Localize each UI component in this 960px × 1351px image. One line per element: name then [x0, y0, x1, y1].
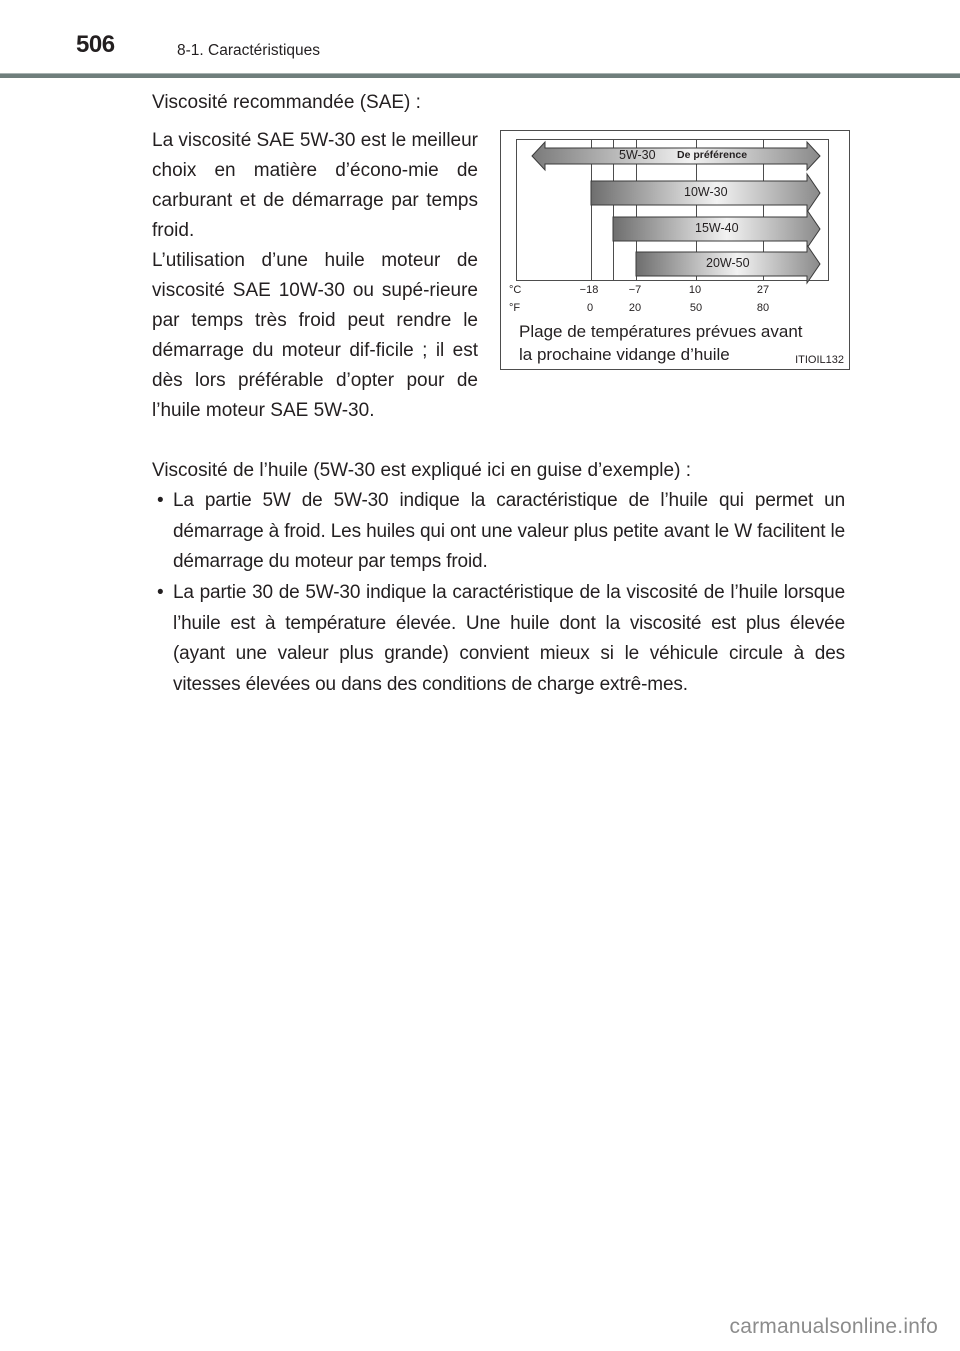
subsection-heading: Viscosité recommandée (SAE) : [152, 92, 421, 113]
tick-c-0: −18 [579, 284, 599, 296]
oil-viscosity-diagram [500, 130, 850, 370]
label-20w50: 20W-50 [706, 256, 750, 270]
label-10w30: 10W-30 [684, 185, 728, 199]
tick-c-3: 27 [756, 284, 770, 296]
page-number: 506 [76, 31, 115, 58]
tick-f-3: 80 [756, 302, 770, 314]
caption-line-2: la prochaine vidange d’huile [519, 345, 730, 364]
tick-f-2: 50 [689, 302, 703, 314]
tick-c-2: 10 [688, 284, 702, 296]
tick-f-1: 20 [628, 302, 642, 314]
figure-code: ITIOIL132 [795, 354, 844, 366]
watermark: carmanualsonline.info [729, 1315, 938, 1338]
label-5w30: 5W-30 [619, 148, 656, 162]
label-15w40: 15W-40 [695, 221, 739, 235]
label-preferred: De préférence [677, 149, 748, 161]
tick-c-1: −7 [628, 284, 642, 296]
fahrenheit-unit: °F [509, 302, 521, 314]
caption-line-1: Plage de températures prévues avant [519, 322, 803, 341]
paragraph-viscosity-example: Viscosité de l’huile (5W-30 est expliqué ici en guise d’exemple) : [152, 460, 691, 481]
list-item [152, 578, 845, 700]
arrow-5w30 [532, 142, 820, 170]
list-item [152, 486, 845, 578]
viscosity-arrows [501, 131, 851, 291]
bullet-icon: • [157, 582, 164, 603]
section-title: 8-1. Caractéristiques [177, 42, 321, 59]
bullet-text: La partie 5W de 5W-30 indique la caractéristique de l’huile qui permet un démarrage à froid. Les huiles qui ont une valeur plus petite avant le W facilitent le démarrage du moteur par temps froid. [173, 490, 845, 572]
tick-f-0: 0 [586, 302, 594, 314]
paragraph-cold-weather: L’utilisation d’une huile moteur de viscosité SAE 10W-30 ou supé-rieure par temps très froid peut rendre le démarrage du moteur dif-ficile ; il est dès lors préférable d’opter pour de l’huile moteur SAE 5W-30. [152, 250, 478, 421]
header-divider [0, 73, 960, 78]
bullet-icon: • [157, 490, 164, 511]
paragraph-recommended: La viscosité SAE 5W-30 est le meilleur choix en matière d’écono-mie de carburant et de démarrage par temps froid. [152, 130, 478, 241]
celsius-unit: °C [509, 284, 522, 296]
bullet-text: La partie 30 de 5W-30 indique la caractéristique de la viscosité de l’huile lorsque l’huile est à température élevée. Une huile dont la viscosité est plus élevée (ayant une valeur plus grande) convient mieux si le véhicule circule à des vitesses élevées ou dans des conditions de charge extrê-mes. [173, 582, 845, 695]
